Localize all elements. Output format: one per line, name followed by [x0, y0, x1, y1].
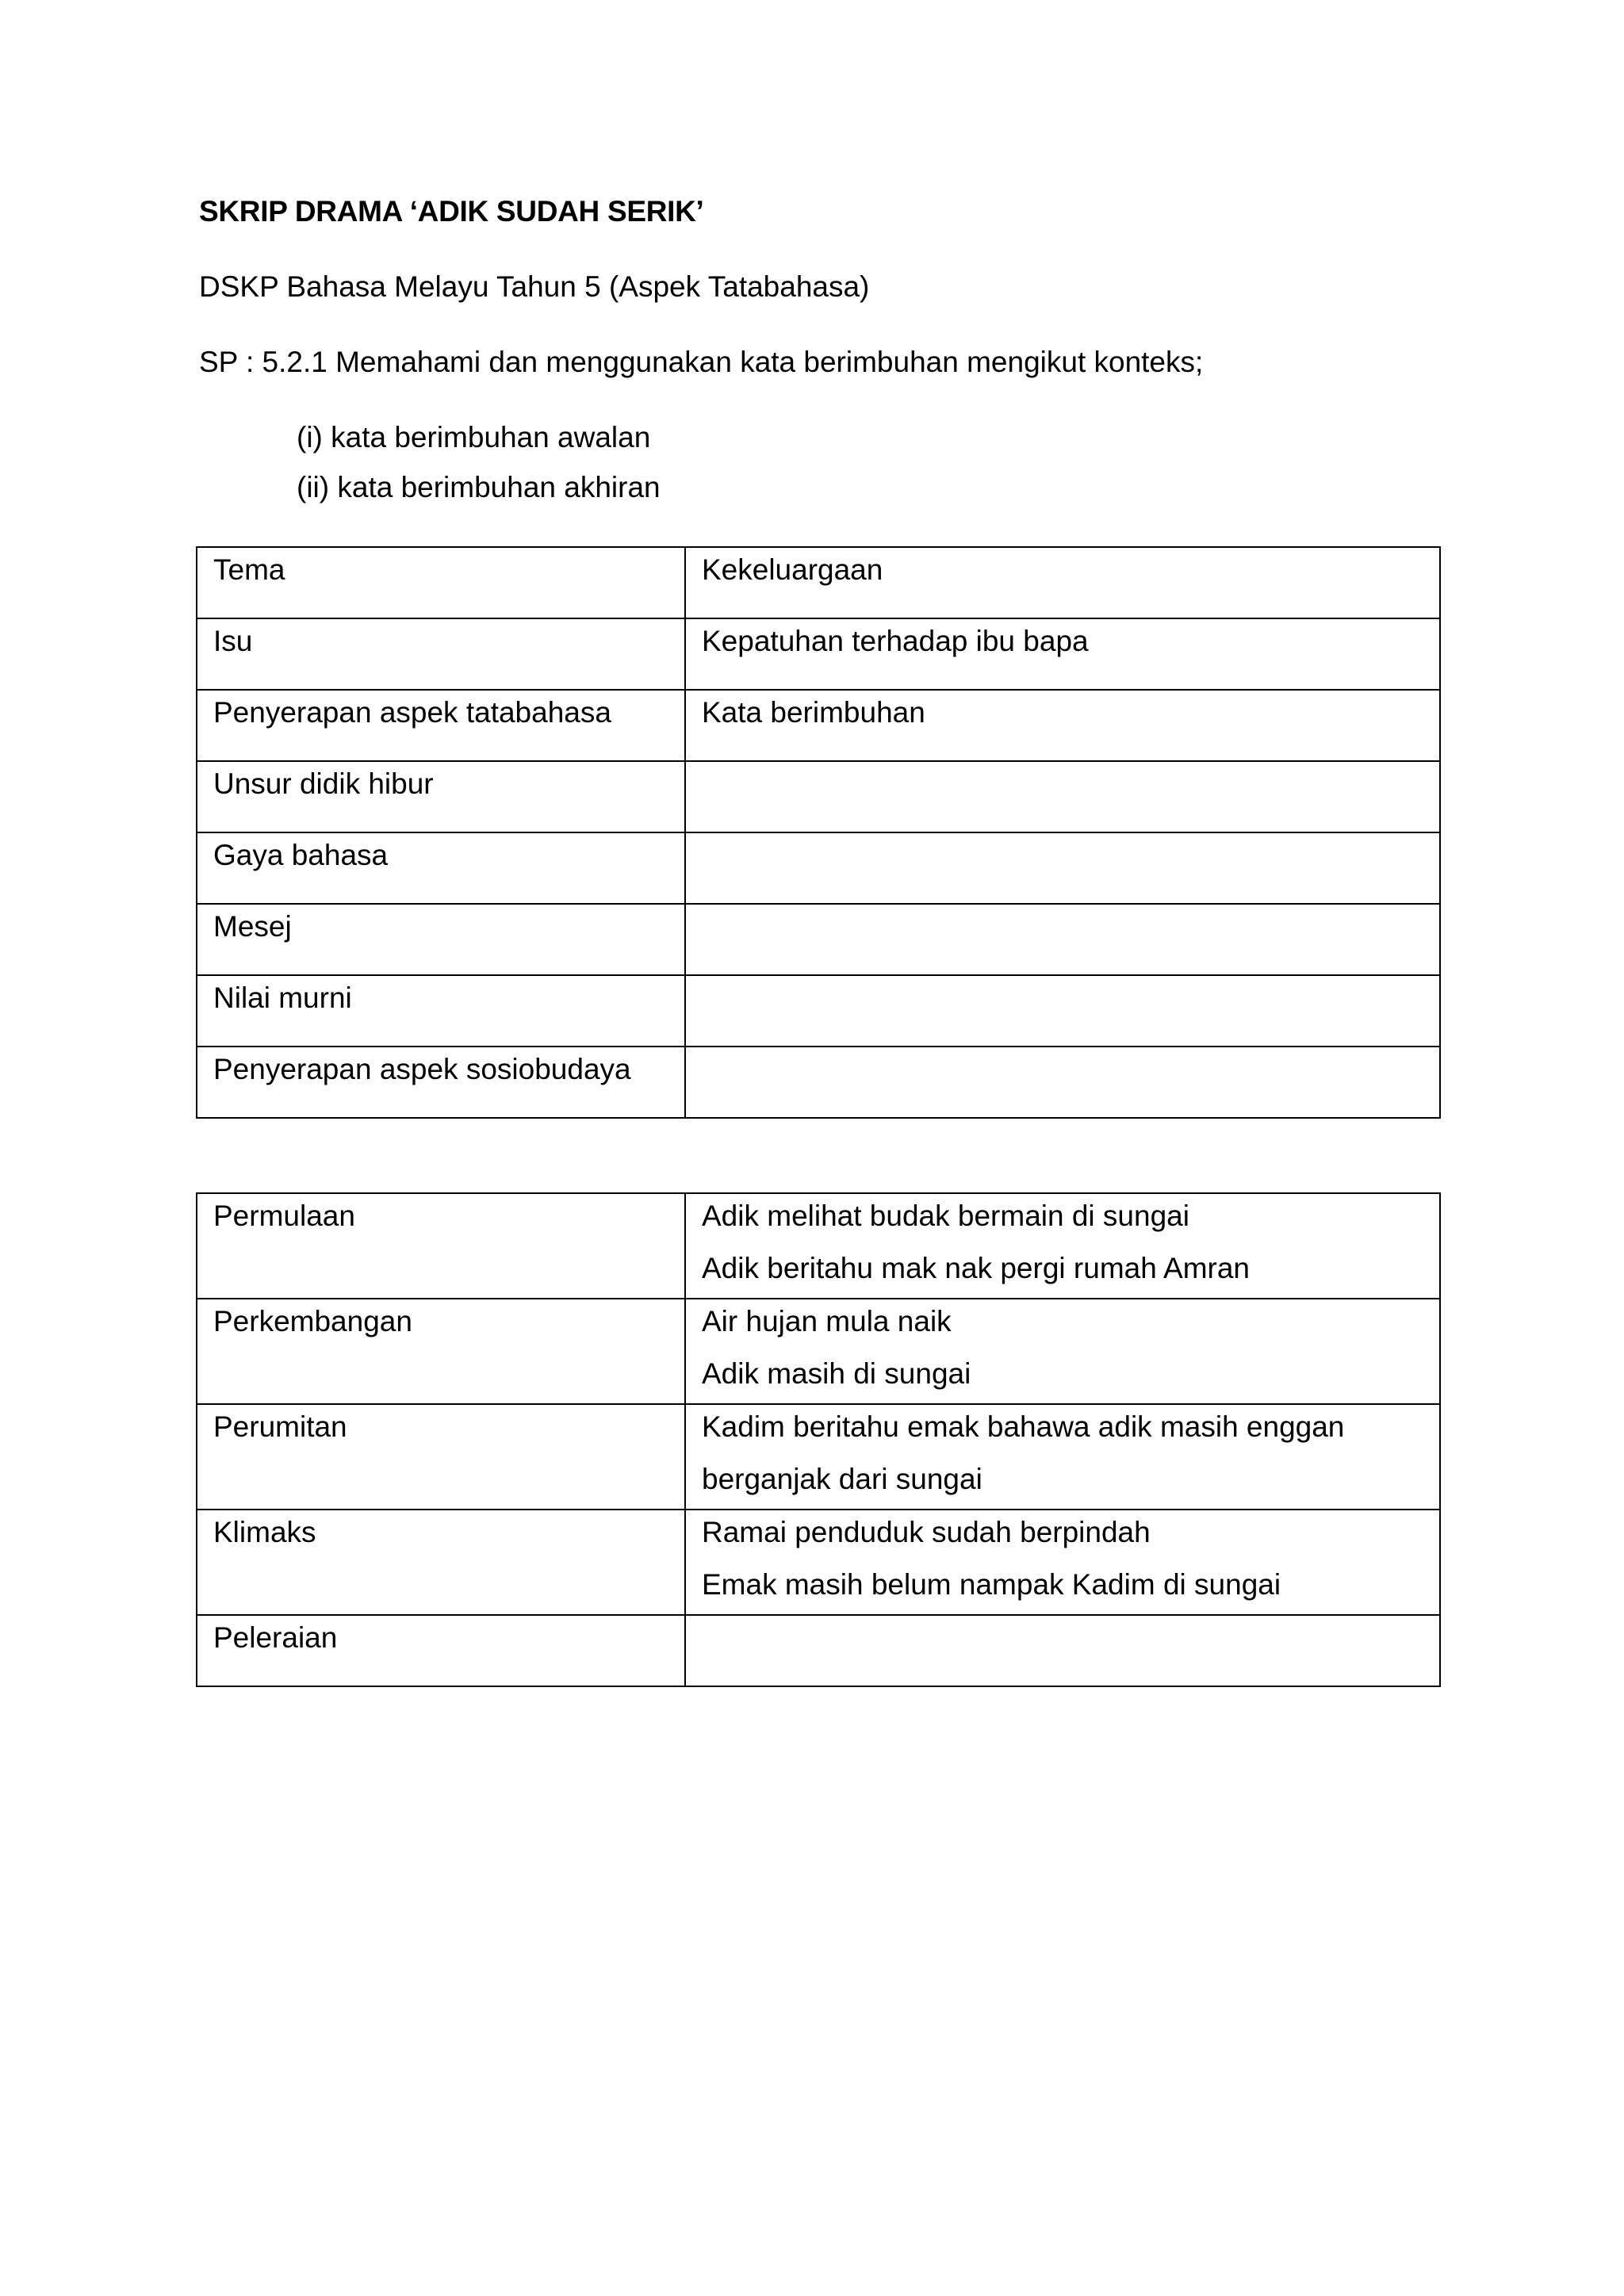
info-value — [685, 761, 1440, 832]
plot-stage-label: Klimaks — [197, 1510, 685, 1615]
info-label: Tema — [197, 547, 685, 618]
table-row — [197, 1193, 1440, 1299]
plot-stage-label: Permulaan — [197, 1193, 685, 1299]
info-value — [685, 904, 1440, 975]
info-label: Mesej — [197, 904, 685, 975]
plot-stage-content — [685, 1615, 1440, 1686]
table-row — [197, 547, 1440, 618]
plot-line: Emak masih belum nampak Kadim di sungai — [702, 1568, 1281, 1601]
plot-table — [196, 1192, 1441, 1687]
info-label: Penyerapan aspek tatabahasa — [197, 690, 685, 761]
info-table — [196, 546, 1441, 1119]
table-row — [197, 1510, 1440, 1615]
plot-stage-label: Peleraian — [197, 1615, 685, 1686]
plot-line: Air hujan mula naik — [702, 1305, 952, 1337]
info-label: Nilai murni — [197, 975, 685, 1047]
info-value — [685, 1047, 1440, 1118]
table-row — [197, 618, 1440, 690]
info-label: Isu — [197, 618, 685, 690]
table-row — [197, 1047, 1440, 1118]
info-value: Kekeluargaan — [685, 547, 1440, 618]
table-row — [197, 761, 1440, 832]
objective-item: (i) kata berimbuhan awalan — [297, 421, 651, 453]
plot-stage-content — [685, 1404, 1440, 1510]
info-label: Gaya bahasa — [197, 832, 685, 904]
info-label: Unsur didik hibur — [197, 761, 685, 832]
info-value — [685, 832, 1440, 904]
info-value: Kepatuhan terhadap ibu bapa — [685, 618, 1440, 690]
plot-line: Adik masih di sungai — [702, 1357, 971, 1390]
plot-stage-content — [685, 1299, 1440, 1404]
plot-stage-content — [685, 1510, 1440, 1615]
objective-item: (ii) kata berimbuhan akhiran — [297, 471, 661, 503]
info-value — [685, 975, 1440, 1047]
plot-line: berganjak dari sungai — [702, 1463, 982, 1495]
table-row — [197, 975, 1440, 1047]
table-row — [197, 1404, 1440, 1510]
document-title: SKRIP DRAMA ‘ADIK SUDAH SERIK’ — [199, 195, 704, 228]
document-subtitle: DSKP Bahasa Melayu Tahun 5 (Aspek Tatabahasa) — [199, 270, 870, 303]
table-row — [197, 904, 1440, 975]
info-label: Penyerapan aspek sosiobudaya — [197, 1047, 685, 1118]
plot-line: Kadim beritahu emak bahawa adik masih enggan — [702, 1410, 1345, 1443]
plot-line: Adik beritahu mak nak pergi rumah Amran — [702, 1252, 1251, 1284]
plot-stage-content — [685, 1193, 1440, 1299]
table-row — [197, 1615, 1440, 1686]
plot-stage-label: Perumitan — [197, 1404, 685, 1510]
plot-stage-label: Perkembangan — [197, 1299, 685, 1404]
table-row — [197, 690, 1440, 761]
table-row — [197, 1299, 1440, 1404]
standard-line: SP : 5.2.1 Memahami dan menggunakan kata berimbuhan mengikut konteks; — [199, 346, 1204, 378]
plot-line: Ramai penduduk sudah berpindah — [702, 1516, 1151, 1548]
info-value: Kata berimbuhan — [685, 690, 1440, 761]
table-row — [197, 832, 1440, 904]
plot-line: Adik melihat budak bermain di sungai — [702, 1200, 1189, 1232]
